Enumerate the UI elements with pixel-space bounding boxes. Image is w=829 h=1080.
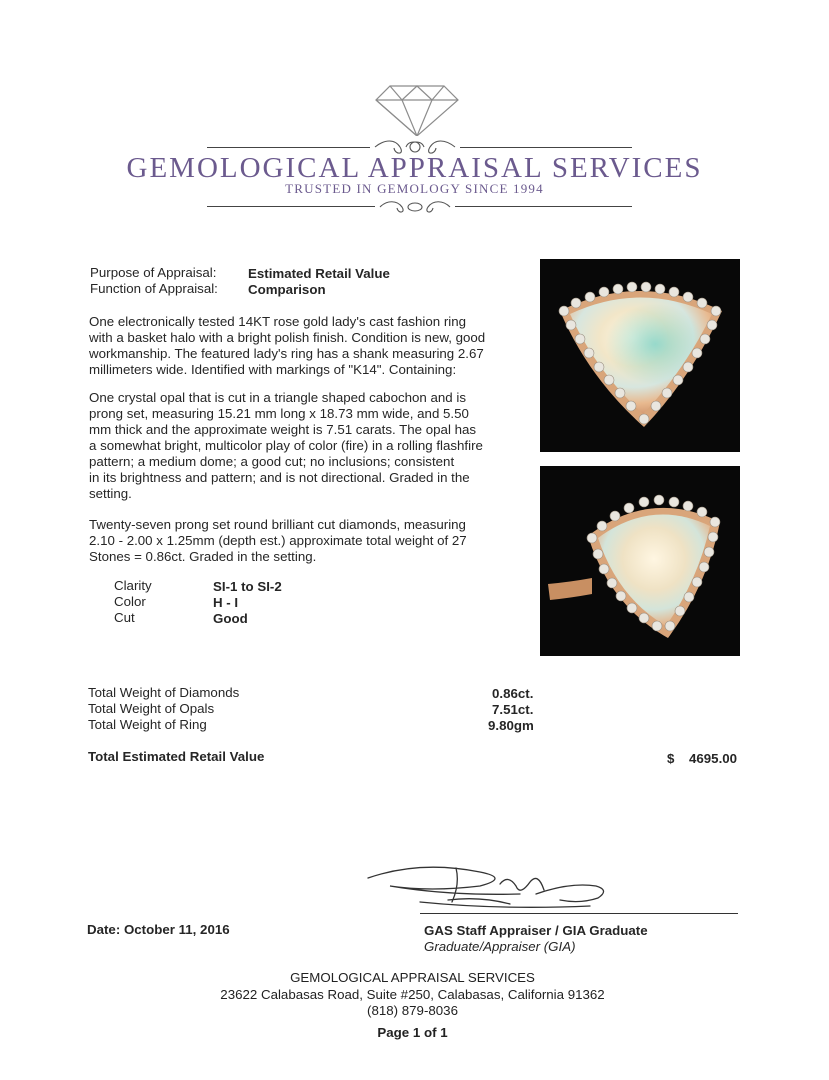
grading-value-clarity: SI-1 to SI-2 xyxy=(213,579,282,594)
grading-value-color: H - I xyxy=(213,595,239,610)
appraiser-subtitle: Graduate/Appraiser (GIA) xyxy=(424,939,576,954)
weight-label-ring: Total Weight of Ring xyxy=(88,717,207,732)
appraisal-date: Date: October 11, 2016 xyxy=(87,922,230,937)
diamond-description xyxy=(89,517,509,565)
footer-company: GEMOLOGICAL APPRAISAL SERVICES xyxy=(290,970,535,985)
total-amount: 4695.00 xyxy=(689,751,738,766)
total-currency: $ xyxy=(667,751,675,766)
appraiser-title: GAS Staff Appraiser / GIA Graduate xyxy=(424,923,648,938)
opal-line: setting. xyxy=(89,486,132,501)
purpose-label: Purpose of Appraisal: xyxy=(90,265,217,280)
signature xyxy=(360,856,660,918)
ring-line: with a basket halo with a bright polish finish. Condition is new, good xyxy=(89,330,486,345)
ring-line: millimeters wide. Identified with markings of "K14". Containing: xyxy=(89,362,457,377)
opal-line: One crystal opal that is cut in a triangle shaped cabochon and is xyxy=(89,390,466,405)
weight-value-diamonds: 0.86ct. xyxy=(492,686,534,701)
weight-value-opals: 7.51ct. xyxy=(492,702,534,717)
signature-line xyxy=(420,913,738,914)
ring-photo-bottom xyxy=(540,466,740,656)
weight-label-diamonds: Total Weight of Diamonds xyxy=(88,685,240,700)
diamond-line: Twenty-seven prong set round brilliant cut diamonds, measuring xyxy=(89,517,466,532)
opal-line: in its brightness and pattern; and is not directional. Graded in the xyxy=(89,470,470,485)
company-logo-tagline: TRUSTED IN GEMOLOGY SINCE 1994 xyxy=(285,181,544,196)
ring-photo-top xyxy=(540,259,740,452)
company-logo-title: GEMOLOGICAL APPRAISAL SERVICES xyxy=(126,152,703,184)
opal-line: pattern; a medium dome; a good cut; no inclusions; consistent xyxy=(89,454,455,469)
footer-phone: (818) 879-8036 xyxy=(367,1003,458,1018)
function-value: Comparison xyxy=(248,282,326,297)
grading-label-clarity: Clarity xyxy=(114,578,152,593)
function-label: Function of Appraisal: xyxy=(90,281,218,296)
ring-line: One electronically tested 14KT rose gold lady's cast fashion ring xyxy=(89,314,467,329)
diamond-line: Stones = 0.86ct. Graded in the setting. xyxy=(89,549,317,564)
diamond-line: 2.10 - 2.00 x 1.25mm (depth est.) approximate total weight of 27 xyxy=(89,533,467,548)
grading-label-cut: Cut xyxy=(114,610,135,625)
purpose-value: Estimated Retail Value xyxy=(248,266,390,281)
weight-label-opals: Total Weight of Opals xyxy=(88,701,215,716)
grading-label-color: Color xyxy=(114,594,146,609)
opal-description xyxy=(89,390,509,502)
opal-line: a somewhat bright, multicolor play of color (fire) in a rolling flashfire xyxy=(89,438,483,453)
diamond-outline-icon xyxy=(372,82,462,140)
total-label: Total Estimated Retail Value xyxy=(88,749,265,764)
grading-value-cut: Good xyxy=(213,611,248,626)
opal-line: prong set, measuring 15.21 mm long x 18.73 mm wide, and 5.50 xyxy=(89,406,469,421)
ring-line: workmanship. The featured lady's ring has a shank measuring 2.67 xyxy=(89,346,484,361)
ring-description xyxy=(89,314,509,378)
footer-address: 23622 Calabasas Road, Suite #250, Calabasas, California 91362 xyxy=(220,987,605,1002)
flourish-bottom-icon xyxy=(375,196,455,218)
footer-page-number: Page 1 of 1 xyxy=(377,1025,448,1040)
opal-line: mm thick and the approximate weight is 7.51 carats. The opal has xyxy=(89,422,477,437)
weight-value-ring: 9.80gm xyxy=(488,718,534,733)
